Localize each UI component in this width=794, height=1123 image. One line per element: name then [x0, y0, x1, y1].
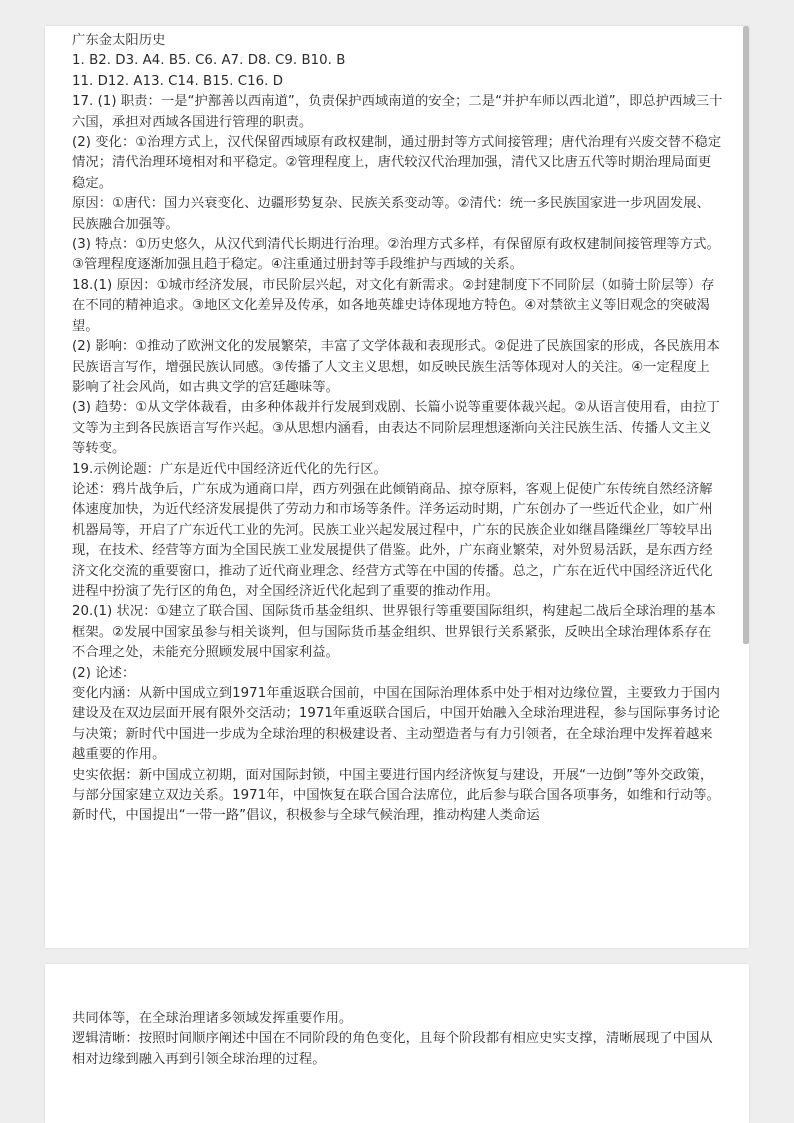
- scrollbar-thumb[interactable]: [743, 26, 749, 644]
- q18-part3: (3) 趋势：①从文学体裁看，由多种体裁并行发展到戏剧、长篇小说等重要体裁兴起。②从语言使用看，由拉丁文等为主到各民族语言写作兴起。③从思想内涵看，由表达不同阶层理想逐渐向关注民族生活、传播人文主义等转变。: [72, 400, 720, 457]
- q20-part1: 20.(1) 状况：①建立了联合国、国际货币基金组织、世界银行等重要国际组织，构建起二战后全球治理的基本框架。②发展中国家虽参与相关谈判，但与国际货币基金组织、世界银行关系紧张，反映出全球治理体系存在不合理之处，未能充分照顾发展中国家利益。: [72, 604, 716, 661]
- q17-part2: (2) 变化：①治理方式上，汉代保留西域原有政权建制，通过册封等方式间接管理；唐代治理有兴废交替不稳定情况；清代治理环境相对和平稳定。②管理程度上，唐代较汉代治理加强，清代又比唐五代等时期治理局面更稳定。: [72, 135, 722, 191]
- q17-part1: 17. (1) 职责：一是“护鄯善以西南道”，负责保护西域南道的安全；二是“并护车师以西北道”，即总护西域三十六国，承担对西域各国进行管理的职责。: [72, 94, 723, 130]
- q19-argument: 论述：鸦片战争后，广东成为通商口岸，西方列强在此倾销商品、掠夺原料，客观上促使广东传统自然经济解体速度加快，为近代经济发展提供了劳动力和市场等条件。洋务运动时期，广东创办了一些近代企业，如广州机器局等，开启了广东近代工业的先河。民族工业兴起发展过程中，广东的民族企业如继昌隆缫丝厂等较早出现，在技术、经营等方面为全国民族工业发展提供了借鉴。此外，广东商业繁荣，对外贸易活跃，是东西方经济文化交流的重要窗口，推动了近代商业理念、经营方式等在中国的传播。总之，广东在近代中国经济近代化进程中扮演了先行区的角色，对全国经济近代化起到了重要的推动作用。: [72, 481, 713, 599]
- answer-line-11-16: 11. D12. A13. C14. B15. C16. D: [72, 73, 284, 89]
- page-2-content: [72, 1009, 723, 1070]
- answer-line-1-10: 1. B2. D3. A4. B5. C6. A7. D8. C9. B10. B: [72, 53, 346, 69]
- q20-historical-evidence: 史实依据：新中国成立初期，面对国际封锁，中国主要进行国内经济恢复与建设，开展“一边倒”等外交政策，与部分国家建立双边关系。1971年，中国恢复在联合国合法席位，此后参与联合国各项事务，如维和行动等。新时代，中国提出“一带一路”倡议，积极参与全球气候治理，推动构建人类命运: [72, 767, 720, 824]
- document-page-1: [45, 26, 749, 948]
- q20-logic: 逻辑清晰：按照时间顺序阐述中国在不同阶段的角色变化，且每个阶段都有相应史实支撑，清晰展现了中国从相对边缘到融入再到引领全球治理的过程。: [72, 1031, 713, 1067]
- q20-change-meaning: 变化内涵：从新中国成立到1971年重返联合国前，中国在国际治理体系中处于相对边缘位置，主要致力于国内建设及在双边层面开展有限外交活动；1971年重返联合国后，中国开始融入全球治理进程，参与国际事务讨论与决策；新时代中国进一步成为全球治理的积极建设者、主动塑造者与有力引领者，在全球治理中发挥着越来越重要的作用。: [72, 686, 720, 763]
- page-1-content: [72, 31, 723, 827]
- document-page-2: [45, 964, 749, 1123]
- doc-title: 广东金太阳历史: [72, 33, 166, 48]
- q20-part2-heading: (2) 论述：: [72, 665, 136, 681]
- q18-part2: (2) 影响：①推动了欧洲文化的发展繁荣，丰富了文学体裁和表现形式。②促进了民族国家的形成，各民族用本民族语言写作，增强民族认同感。③传播了人文主义思想，如反映民族生活等体现对人的关注。④一定程度上影响了社会风尚，如古典文学的宫廷趣味等。: [72, 339, 720, 395]
- q18-part1: 18.(1) 原因：①城市经济发展，市民阶层兴起，对文化有新需求。②封建制度下不同阶层（如骑士阶层等）存在不同的精神追求。③地区文化差异及传承，如各地英雄史诗体现地方特色。④对禁欲主义等旧观念的突破渴望。: [72, 277, 715, 334]
- q19-thesis: 19.示例论题：广东是近代中国经济近代化的先行区。: [72, 461, 387, 477]
- q20-evidence-continued: 共同体等，在全球治理诸多领域发挥重要作用。: [72, 1011, 353, 1026]
- q17-part3: (3) 特点：①历史悠久，从汉代到清代长期进行治理。②治理方式多样，有保留原有政权建制间接管理等方式。③管理程度逐渐加强且趋于稳定。④注重通过册封等手段维护与西域的关系。: [72, 237, 720, 273]
- q17-reasons: 原因：①唐代：国力兴衰变化、边疆形势复杂、民族关系变动等。②清代：统一多民族国家进一步巩固发展、民族融合加强等。: [72, 196, 710, 232]
